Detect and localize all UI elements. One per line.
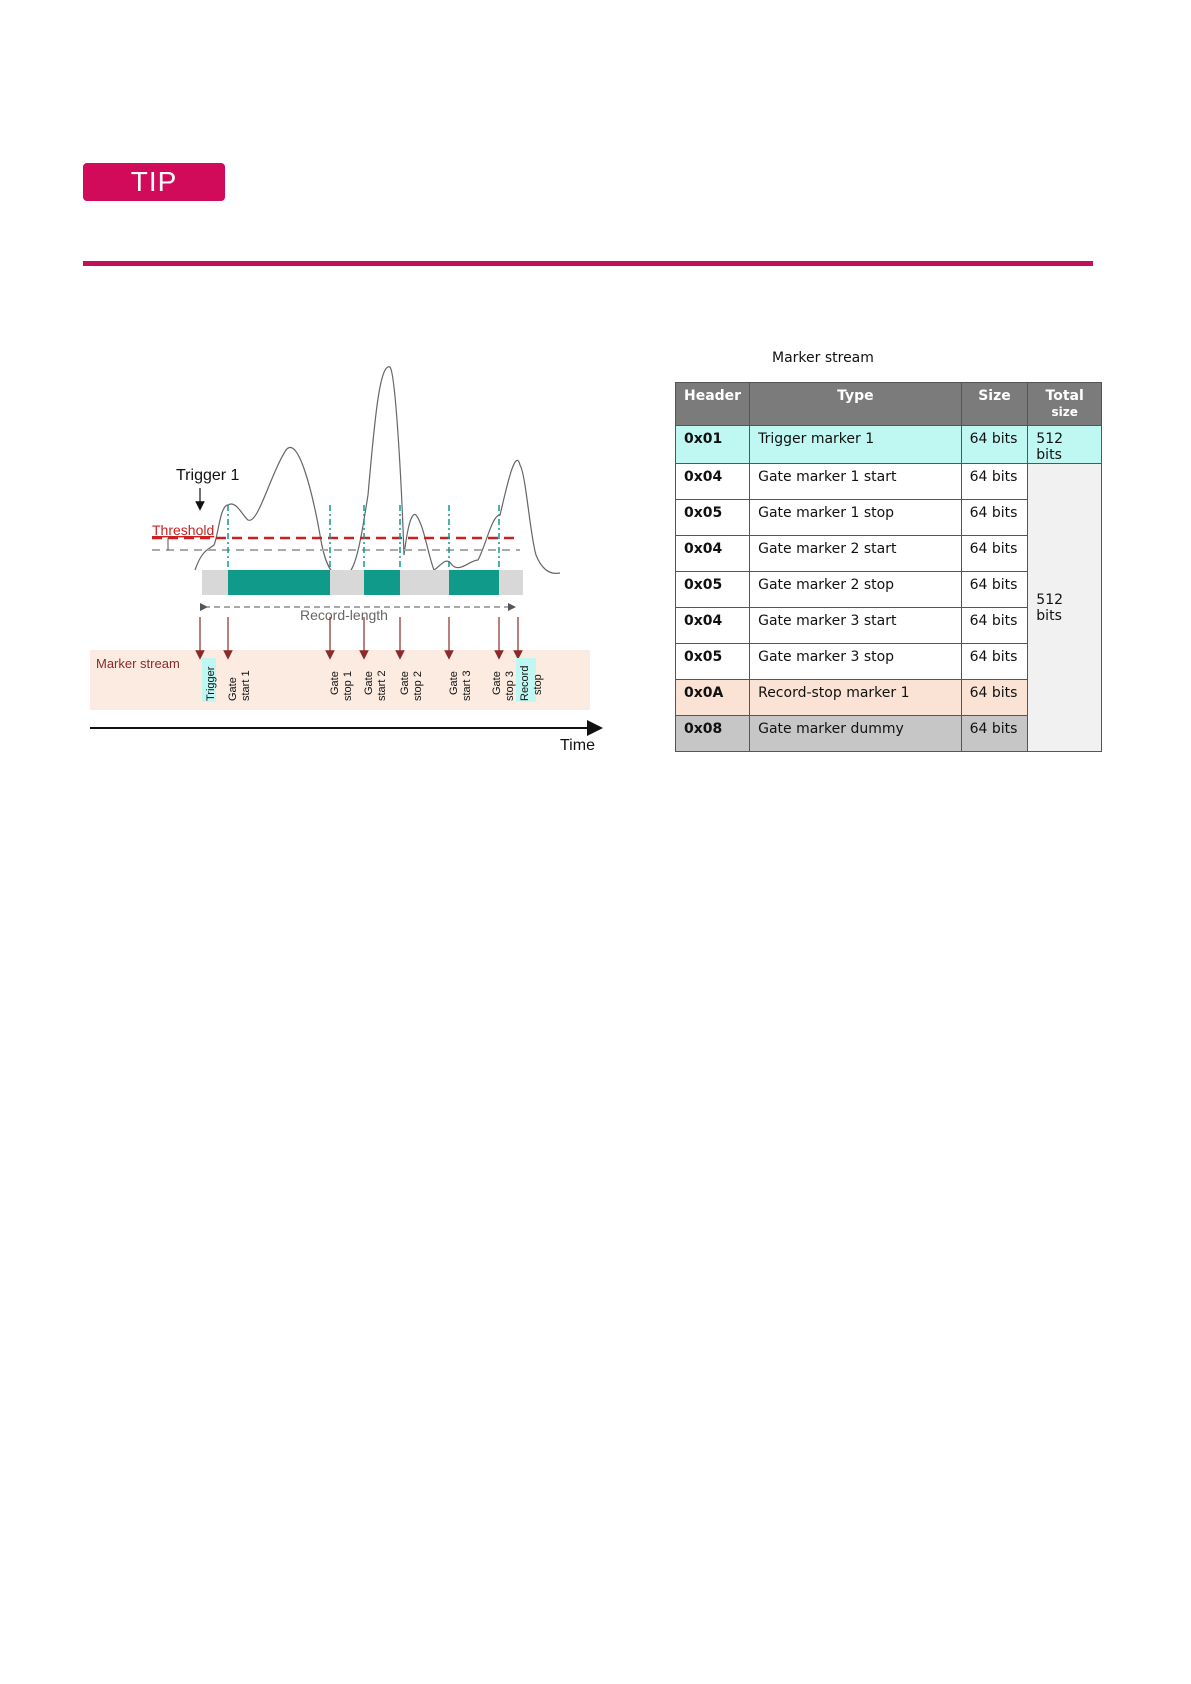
gate-timing-diagram	[90, 355, 620, 759]
row-total-size: 512 bits	[1028, 426, 1102, 464]
row-type: Trigger marker 1	[750, 426, 962, 464]
marker-label-gate-stop-1-b: stop 1	[342, 671, 354, 701]
group-total-size: 512 bits	[1028, 464, 1102, 752]
table-row	[676, 426, 1102, 464]
marker-label-gate-start-1-a: Gate	[227, 677, 239, 701]
marker-label-gate-stop-2-a: Gate	[399, 671, 411, 695]
row-type: Gate marker 2 stop	[750, 572, 962, 608]
row-type: Gate marker 3 stop	[750, 644, 962, 680]
marker-label-gate-start-3-a: Gate	[448, 671, 460, 695]
threshold-label: Threshold	[152, 522, 215, 538]
row-header: 0x04	[676, 608, 750, 644]
row-header: 0x04	[676, 536, 750, 572]
row-size: 64 bits	[961, 608, 1028, 644]
row-header: 0x01	[676, 426, 750, 464]
marker-label-gate-start-3-b: start 3	[461, 670, 473, 701]
record-length-label: Record-length	[300, 607, 388, 623]
row-size: 64 bits	[961, 644, 1028, 680]
gate-window-3	[449, 570, 499, 595]
marker-label-gate-start-1-b: start 1	[240, 670, 252, 701]
marker-label-record-stop-a: Record	[519, 665, 531, 701]
row-size: 64 bits	[961, 500, 1028, 536]
time-label: Time	[560, 737, 595, 754]
col-total-size	[1028, 383, 1102, 426]
row-type: Gate marker 3 start	[750, 608, 962, 644]
row-type: Gate marker 2 start	[750, 536, 962, 572]
row-header: 0x0A	[676, 680, 750, 716]
row-header: 0x04	[676, 464, 750, 500]
gate-window-2	[364, 570, 400, 595]
row-size: 64 bits	[961, 716, 1028, 752]
marker-label-gate-start-2-b: start 2	[376, 670, 388, 701]
row-size: 64 bits	[961, 464, 1028, 500]
row-header: 0x08	[676, 716, 750, 752]
col-total-line2: size	[1051, 405, 1078, 419]
row-size: 64 bits	[961, 680, 1028, 716]
col-type: Type	[750, 383, 962, 426]
col-total-line1: Total	[1045, 388, 1084, 404]
row-type: Record-stop marker 1	[750, 680, 962, 716]
marker-label-gate-stop-3-a: Gate	[491, 671, 503, 695]
section-divider	[83, 261, 1093, 266]
marker-label-record-stop-b: stop	[532, 674, 544, 695]
signal-waveform	[195, 367, 560, 577]
marker-label-gate-stop-2-b: stop 2	[412, 671, 424, 701]
col-size: Size	[961, 383, 1028, 426]
marker-label-gate-stop-3-b: stop 3	[504, 671, 516, 701]
col-header: Header	[676, 383, 750, 426]
row-header: 0x05	[676, 500, 750, 536]
row-size: 64 bits	[961, 426, 1028, 464]
row-size: 64 bits	[961, 572, 1028, 608]
marker-label-gate-stop-1-a: Gate	[329, 671, 341, 695]
row-header: 0x05	[676, 572, 750, 608]
row-header: 0x05	[676, 644, 750, 680]
marker-label-gate-start-2-a: Gate	[363, 671, 375, 695]
table-row	[676, 464, 1102, 500]
marker-stream-table	[675, 382, 1102, 752]
marker-stream-label: Marker stream	[96, 656, 180, 671]
row-type: Gate marker 1 stop	[750, 500, 962, 536]
row-type: Gate marker 1 start	[750, 464, 962, 500]
row-type: Gate marker dummy	[750, 716, 962, 752]
gate-window-1	[228, 570, 330, 595]
table-header-row	[676, 383, 1102, 426]
row-size: 64 bits	[961, 536, 1028, 572]
tip-badge: TIP	[83, 163, 225, 201]
trigger-label: Trigger 1	[176, 467, 240, 484]
marker-label-trigger: Trigger	[205, 666, 217, 701]
table-title: Marker stream	[772, 350, 874, 366]
